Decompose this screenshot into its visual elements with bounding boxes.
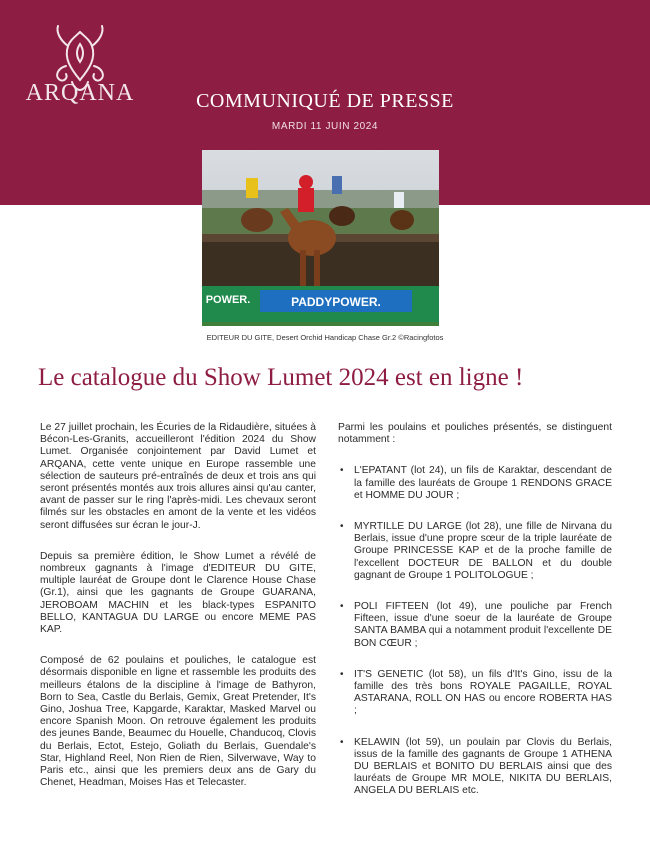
list-intro: Parmi les poulains et pouliches présentés, se distinguent notamment : (338, 422, 612, 446)
list-item (338, 669, 612, 718)
left-column (40, 422, 316, 808)
lot-description: IT'S GENETIC (lot 58), un fils d'It's Gino, issu de la famille des très bons ROYALE PAGAILLE, ROYAL ASTARANA, ROLL ON HAS ou encore ROBERTA HAS ; (354, 668, 612, 717)
list-item (338, 601, 612, 650)
photo-caption: EDITEUR DU GITE, Desert Orchid Handicap Chase Gr.2 ©Racingfotos (206, 333, 444, 342)
bullet-icon: • (340, 668, 344, 680)
bullet-icon: • (340, 521, 344, 533)
bullet-icon: • (340, 736, 344, 748)
lot-description: L'EPATANT (lot 24), un fils de Karaktar, descendant de la famille des lauréats de Groupe 1 RENDONS GRACE et HOMME DU JOUR ; (354, 465, 612, 501)
paragraph: Le 27 juillet prochain, les Écuries de la Ridaudière, situées à Bécon-Les-Granits, accueilleront l'édition 2024 du Show Lumet. Organisée conjointement par David Lumet et ARQANA, cette vente unique en Europe rassemble une sélection de sauteurs pré-entraînés de deux et trois ans qui seront présentés montés aux trois allures ainsi qu'au canter, avant de passer sur le ring l'après-midi. Les chevaux seront filmés sur les obstacles en amont de la vente et les vidéos seront diffusées sur écran le jour-J. (40, 422, 316, 531)
list-item (338, 521, 612, 582)
race-photo (202, 150, 439, 326)
paragraph: Depuis sa première édition, le Show Lumet a révélé de nombreux gagnants à l'image d'EDITEUR DU GITE, multiple lauréat de Groupe dont le Clarence House Chase (Gr.1), ainsi que les gagnants de Groupe GUARANA, JEROBOAM MACHIN et les black-types ESPANITO BELLO, KANTAGUA DU LARGE ou encore MEME PAS KAP. (40, 550, 316, 636)
headline: Le catalogue du Show Lumet 2024 est en ligne ! (38, 364, 524, 391)
bullet-icon: • (340, 465, 344, 477)
list-item (338, 465, 612, 502)
press-release-date: MARDI 11 JUIN 2024 (271, 121, 379, 132)
press-release-title: COMMUNIQUÉ DE PRESSE (196, 90, 454, 112)
banner-text-left: POWER. (205, 294, 251, 306)
paragraph: Composé de 62 poulains et pouliches, le catalogue est désormais disponible en ligne et rassemble les produits des meilleurs étalons de la discipline à l'image de Bathyron, Born to Sea, Castle du Berlais, Gemix, Great Pretender, It's Gino, Joshua Tree, Kapgarde, Karaktar, Masked Marvel ou encore Spanish Moon. On retrouve également les produits des jeunes Bande, Beaumec du Houelle, Chanducoq, Clovis du Berlais, Ectot, Estejo, Goliath du Berlais, Guendale's Star, Highland Reel, Non Rien de Rien, Silverwave, Way to Paris etc., ainsi que les premiers deux ans de Gary du Chenet, Headman, Moises Has et Telecaster. (40, 655, 316, 789)
lot-description: MYRTILLE DU LARGE (lot 28), une fille de Nirvana du Berlais, issue d'une propre sœur de la triple lauréate de Groupe PRINCESSE KAP et de la proche famille de l'excellent DOCTEUR DE BALLON et du double gagnant de Groupe 1 POLITOLOGUE ; (354, 521, 612, 581)
bullet-icon: • (340, 601, 344, 613)
list-item (338, 737, 612, 798)
banner-text: PADDYPOWER. (291, 295, 381, 309)
right-column (338, 422, 612, 817)
lot-list (338, 465, 612, 797)
lot-description: POLI FIFTEEN (lot 49), une pouliche par French Fifteen, issue d'une soeur de la lauréate de Groupe SANTA BAMBA qui a notamment produit l'excellente DE BON CŒUR ; (354, 601, 612, 649)
lot-description: KELAWIN (lot 59), un poulain par Clovis du Berlais, issus de la famille des gagnants de Groupe 1 ATHENA DU BERLAIS et BONITO DU BERLAIS ainsi que des lauréats de Groupe MR MOLE, NIKITA DU BERLAIS, ANGELA DU BERLAIS etc. (354, 736, 612, 797)
brand-name: ARQANA (25, 80, 135, 106)
